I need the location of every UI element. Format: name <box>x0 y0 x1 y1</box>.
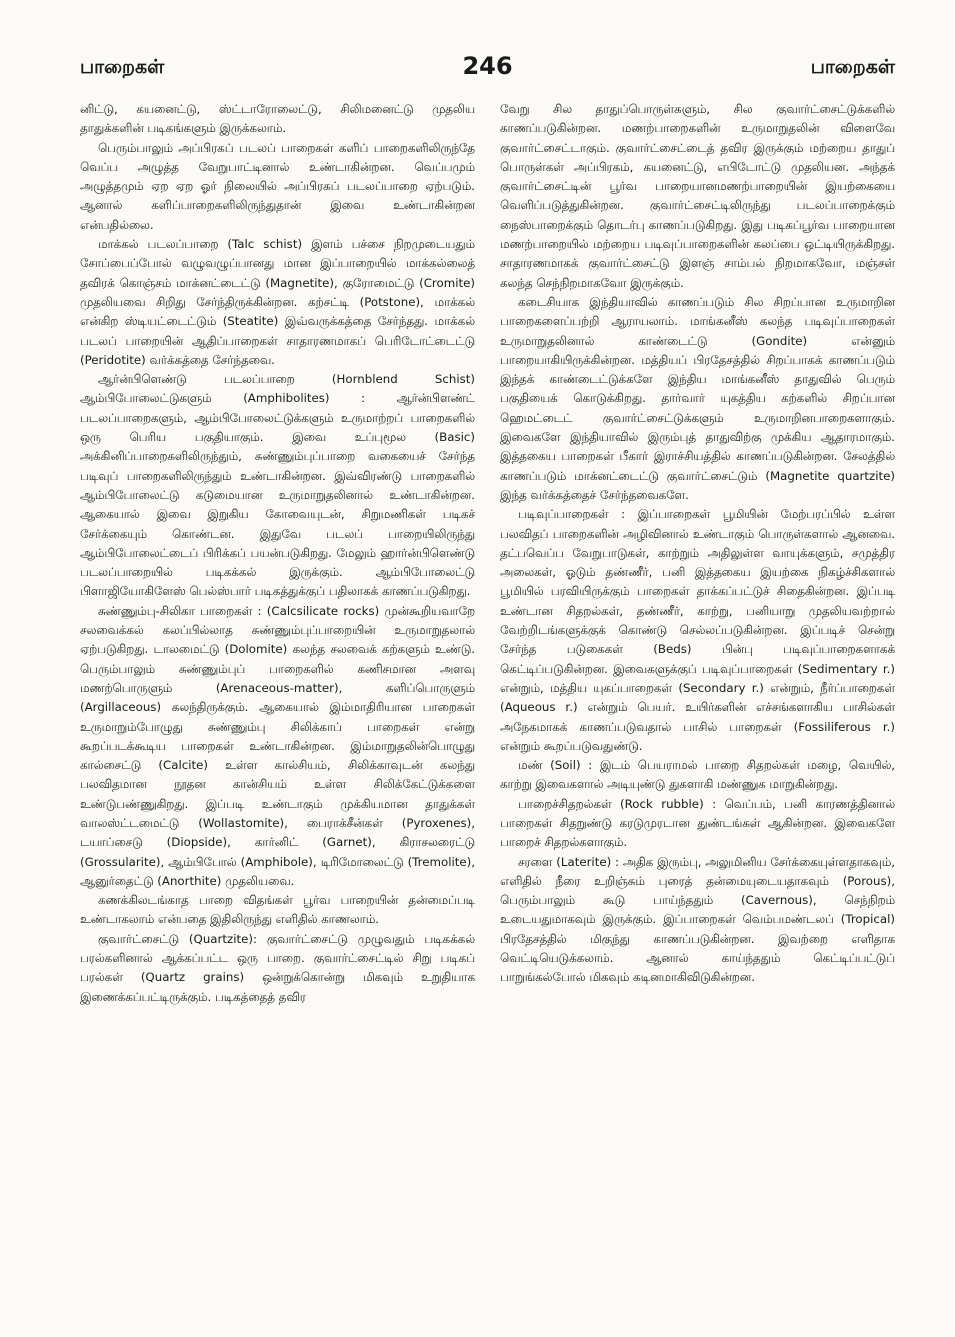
paragraph-soil: மண் (Soil) : இடம் பெயராமல் பாறை சிதறல்கள் மழை, வெயில், காற்று இவைகளால் அடியுண்டு துகளாகி மண்ணுக மாறுகின்றது. <box>500 758 895 792</box>
paragraph-continued: னிட்டு, கயனைட்டு, ஸ்ட்டாரோலைட்டு, சிலிமனைட்டு முதலிய தாதுக்களின் படிகங்களும் இருக்கலாம். <box>80 102 475 136</box>
paragraph-quartzite-continued: வேறு சில தாதுப்பொருள்களும், சில குவார்ட்சைட்டுக்களில் காணப்படுகின்றன. மணற்பாறைகளின் உருமாறுதலின் விளைவே குவார்ட்சைட்டாகும். குவார்ட்சைட்டைத் தவிர இருக்கும் மற்றைய தாதுப் பொருள்கள் அப்பிரகம், கயனைட்டு, எபிடோட்டு முதலியன. அந்தக் குவார்ட்சைட்டின் பூர்வ பாறையானமணற்பாறையின் இயற்கையை வெளிப்படுத்துகின்றன. குவார்ட்சைட்டிலிருந்து படலப்பாறைக்கும் நைஸ்பாறைக்கும் தொடர்பு காணப்படுகிறது. இது படிகப்பூர்வ பாறையான மணற்பாறையில் மற்றைய படிவுப்பாறைகளின் கலப்பை ஒட்டியிருக்கிறது. சாதாரணமாகக் குவார்ட்சைட்டு இளஞ் சாம்பல் நிறமாகவோ, மஞ்சள் கலந்த செந்நிறமாகவோ இருக்கும். <box>500 102 895 290</box>
running-head-left: பாறைகள் <box>80 56 165 78</box>
paragraph-rock-variety: கணக்கிலடங்காத பாறை விதங்கள் பூர்வ பாறையின் தன்மைப்படி உண்டாகலாம் என்பதை இதிலிருந்து எளிதில் காணலாம். <box>80 893 475 927</box>
right-column <box>500 100 895 1300</box>
paragraph-calcsilicate-rocks: சுண்ணும்பு-சிலிகா பாறைகள் : (Calcsilicate rocks) முன்கூறியவாறே சலவைக்கல் கலப்பில்லாத சுண்ணும்புப்பாறையின் உருமாறுதலால் ஏற்படுகிறது. டாலமைட்டு (Dolomite) கலந்த சலவைக் கற்களும் உண்டு. பெரும்பாலும் சுண்ணும்புப் பாறைகளில் கணிசமான அளவு மணற்பொருளும் (Arenaceous-matter), களிப்பொருளும் (Argillaceous) கலந்திருக்கும். ஆகையால் இம்மாதிரியான பாறைகள் உருமாறும்போழுது சுண்ணும்பு சிலிக்காப் பாறைகள் என்று கூறப்படக்கூடிய பாறைகள் உண்டாகின்றன. இம்மாறுதலின்பொழுது கால்சைட்டு (Calcite) உள்ள கால்சியம், சிலிக்காவுடன் கலந்து பலவிதமான நூதன கான்சியம் உள்ள சிலிக்கேட்டுக்களை உண்டுபண்ணுகிறது. இப்படி உண்டாகும் முக்கியமான தாதுக்கள் வாலஸ்ட்டமைட்டு (Wollastomite), பைராக்சீன்கள் (Pyroxenes), டயாப்சைடு (Diopside), கார்னிட் (Garnet), கிராசலரைட்டு (Grossularite), ஆம்பிபோல் (Amphibole), டிரிமோலைட்டு (Tremolite), ஆனுர்தைட்டு (Anorthite) முதலியவை. <box>80 603 475 888</box>
paragraph-indian-metamorphic: கடைசியாக இந்தியாவில் காணப்படும் சில சிறப்பான உருமாறின பாறைகளைப்பற்றி ஆராயலாம். மாங்கனீஸ் கலந்த படிவுப்பாறைகள் உருமாறுதலினால் காண்டைட்டு (Gondite) என்னும் பாறையாகியிருக்கின்றன. மத்தியப் பிரதேசத்தில் சிறப்பாகக் காணப்படும் இந்தக் காண்டைட்டுக்களே இந்திய மாங்கனீஸ் தாதுவில் பெரும் பகுதியைக் கொடுக்கிறது. தார்வார் யுகத்திய கற்களில் சிறப்பான ஹெமட்டைட் குவார்ட்சைட்டுக்களும் உருமாறினபாறைகளாகும். இவைகளே இந்தியாவில் இரும்புத் தாதுவிற்கு முக்கிய ஆதாரமாகும். இத்தகைய பாறைகள் பீகார் இராச்சியத்தில் காணப்படுகின்றன. சேலத்தில் காணப்படும் மாக்னட்டைட்டு குவார்ட்சைட்டும் (Magnetite quartzite) இந்த வர்க்கத்தைச் சேர்ந்தவைகளே. <box>500 294 895 502</box>
running-head-right: பாறைகள் <box>810 56 895 78</box>
left-column <box>80 100 475 1300</box>
paragraph-quartzite: குவார்ட்சைட்டு (Quartzite): குவார்ட்சைட்டு முழுவதும் படிகக்கல் பரல்களினால் ஆக்கப்பட்ட ஒரு பாறை. குவார்ட்சைட்டில் சிறு படிகப் பரல்கள் (Quartz grains) ஒன்றுக்கொன்று மிகவும் உறுதியாக இணைக்கப்பட்டிருக்கும். படிகத்தைத் தவிர <box>80 931 475 1004</box>
paragraph-laterite: சரளை (Laterite) : அதிக இரும்பு, அலுமினிய சேர்க்கையுள்ளதாகவும், எளிதில் நீரை உறிஞ்சும் புரைத் தன்மையுடையதாகவும் (Porous), பெரும்பாலும் கூடு பாய்ந்ததும் (Cavernous), செந்நிறம் உடையதுமாகவும் இருக்கும். இப்பாறைகள் வெம்பமண்டலப் (Tropical) பிரதேசத்தில் மிகுந்து காணப்படுகின்றன. இவற்றை எளிதாக வெட்டியெடுக்கலாம். ஆனால் காய்ந்ததும் கெட்டிப்பட்டுப் பாறுங்கல்போல் மிகவும் கடினமாகிவிடுகின்றன. <box>500 854 895 985</box>
paragraph-talc-schist: மாக்கல் படலப்பாறை (Talc schist) இளம் பச்சை நிறமுடையதும் சோப்பைப்போல் வழுவழுப்பானது மான இப்பாறையில் மாக்கல்லைத் தவிரக் கொஞ்சம் மாக்னட்டைட்டு (Magnetite), குரோமைட்டு (Cromite) முதலியவை சிறிது சேர்ந்திருக்கின்றன. கற்சட்டி (Potstone), மாக்கல் என்கிற ஸ்டியட்டைட்டும் (Steatite) இவ்வருக்கத்தை சேர்ந்தது. மாக்கல் படலப் பாறையின் ஆதிப்பாறைகள் சாதாரணமாகப் பெரிடோட்டைட்டு (Peridotite) வர்க்கத்தை சேர்ந்தவை. <box>80 237 475 367</box>
paragraph-hornblende-schist: ஆர்ன்பிளெண்டு படலப்பாறை (Hornblend Schist) ஆம்பிபோலைட்டுகளும் (Amphibolites) : ஆர்ன்பிளண்ட் படலப்பாறைகளும், ஆம்பிபோலைட்டுக்களும் உருமாற்றப் பாறைகளில் ஒரு பெரிய பகுதியாகும். இவை உப்புமூல (Basic) அக்கினிப்பாறைகளிலிருந்தும், சுண்ணும்புப்பாறை வகையைச் சேர்ந்த படிவுப் பாறைகளிலிருந்தும் உண்டாகின்றன. இவ்விரண்டு பாறைகளில் ஆம்பிபோலைட்டு கடுமையான உருமாறுதலினால் உண்டாகின்றன. ஆகையால் இவை இறுகிய கோவையுடன், சிறுமணிகள் படிகச் சேர்க்கையும் கொண்டன. இதுவே படலப் பாறையிலிருந்து ஆம்பிபோலைட்டைப் பிரிக்கப் பயன்படுகிறது. மேலும் ஹார்ன்பிளெண்டு படலப்பாறையில் படிகக்கல் இருக்கும். ஆம்பிபோலைட்டு பிளாஜியோகிளேஸ் பெல்ஸ்பார் படிகத்துக்குப் பதிலாகக் காணப்படுகிறது. <box>80 372 475 599</box>
paragraph-sedimentary-rocks: படிவுப்பாறைகள் : இப்பாறைகள் பூமியின் மேற்பரப்பில் உள்ள பலவிதப் பாறைகளின் அழிவினால் உண்டாகும் பொருள்களால் ஆனவை. தட்பவெப்ப வேறுபாடுகள், காற்றும் அதிலுள்ள வாயுக்களும், சமுத்திர அலைகள், ஓடும் தண்ணீர், பனி இத்தகைய இயற்கை நிகழ்ச்சிகளால் பூமியில் பரவியிருக்கும் பாறைகள் தாக்கப்பட்டுச் சிதைகின்றன. இப்படி உண்டான சிதறல்கள், தண்ணீர், காற்று, பனியாறு முதலியவற்றால் வேற்றிடங்களுக்குக் கொண்டு செல்லப்படுகின்றன. இப்படிச் சென்று சேர்ந்த படுகைகள் (Beds) பின்பு படிவுப்பாறைகளாகக் கெட்டிப்படுகின்றன. இவைகளுக்குப் படிவுப்பாறைகள் (Sedimentary r.) என்றும், மத்திய யுகப்பாறைகள் (Secondary r.) என்றும், நீர்ப்பாறைகள் (Aqueous r.) என்றும் பெயர். உயிர்களின் எச்சங்களாகிய பாசில்கள் அநேகமாகக் காணப்படுவதால் பாசில் பாறைகள் (Fossiliferous r.) என்றும் கூறப்படுவதுண்டு. <box>500 507 895 753</box>
page-header <box>80 52 895 86</box>
paragraph-mica-schist: பெரும்பாலும் அப்பிரகப் படலப் பாறைகள் களிப் பாறைகளிலிருந்தே வெப்ப அழுத்த வேறுபாட்டினால் உண்டாகின்றன. வெப்பமும் அழுத்தமும் ஏற ஏற ஓர் நிலையில் அப்பிரகப் படலப்பாறை ஏற்படும். ஆனால் களிப்பாறைகளிலிருந்துதான் இவை உண்டாகின்றன என்பதில்லை. <box>80 140 475 232</box>
paragraph-rock-rubble: பாறைச்சிதறல்கள் (Rock rubble) : வெப்பம், பனி காரணத்தினால் பாறைகள் சிதறுண்டு கரடுமுரடான துண்டங்கள் ஆகின்றன. இவைகளே பாறைச் சிதறல்களாகும். <box>500 796 895 850</box>
page-number: 246 <box>462 52 513 80</box>
